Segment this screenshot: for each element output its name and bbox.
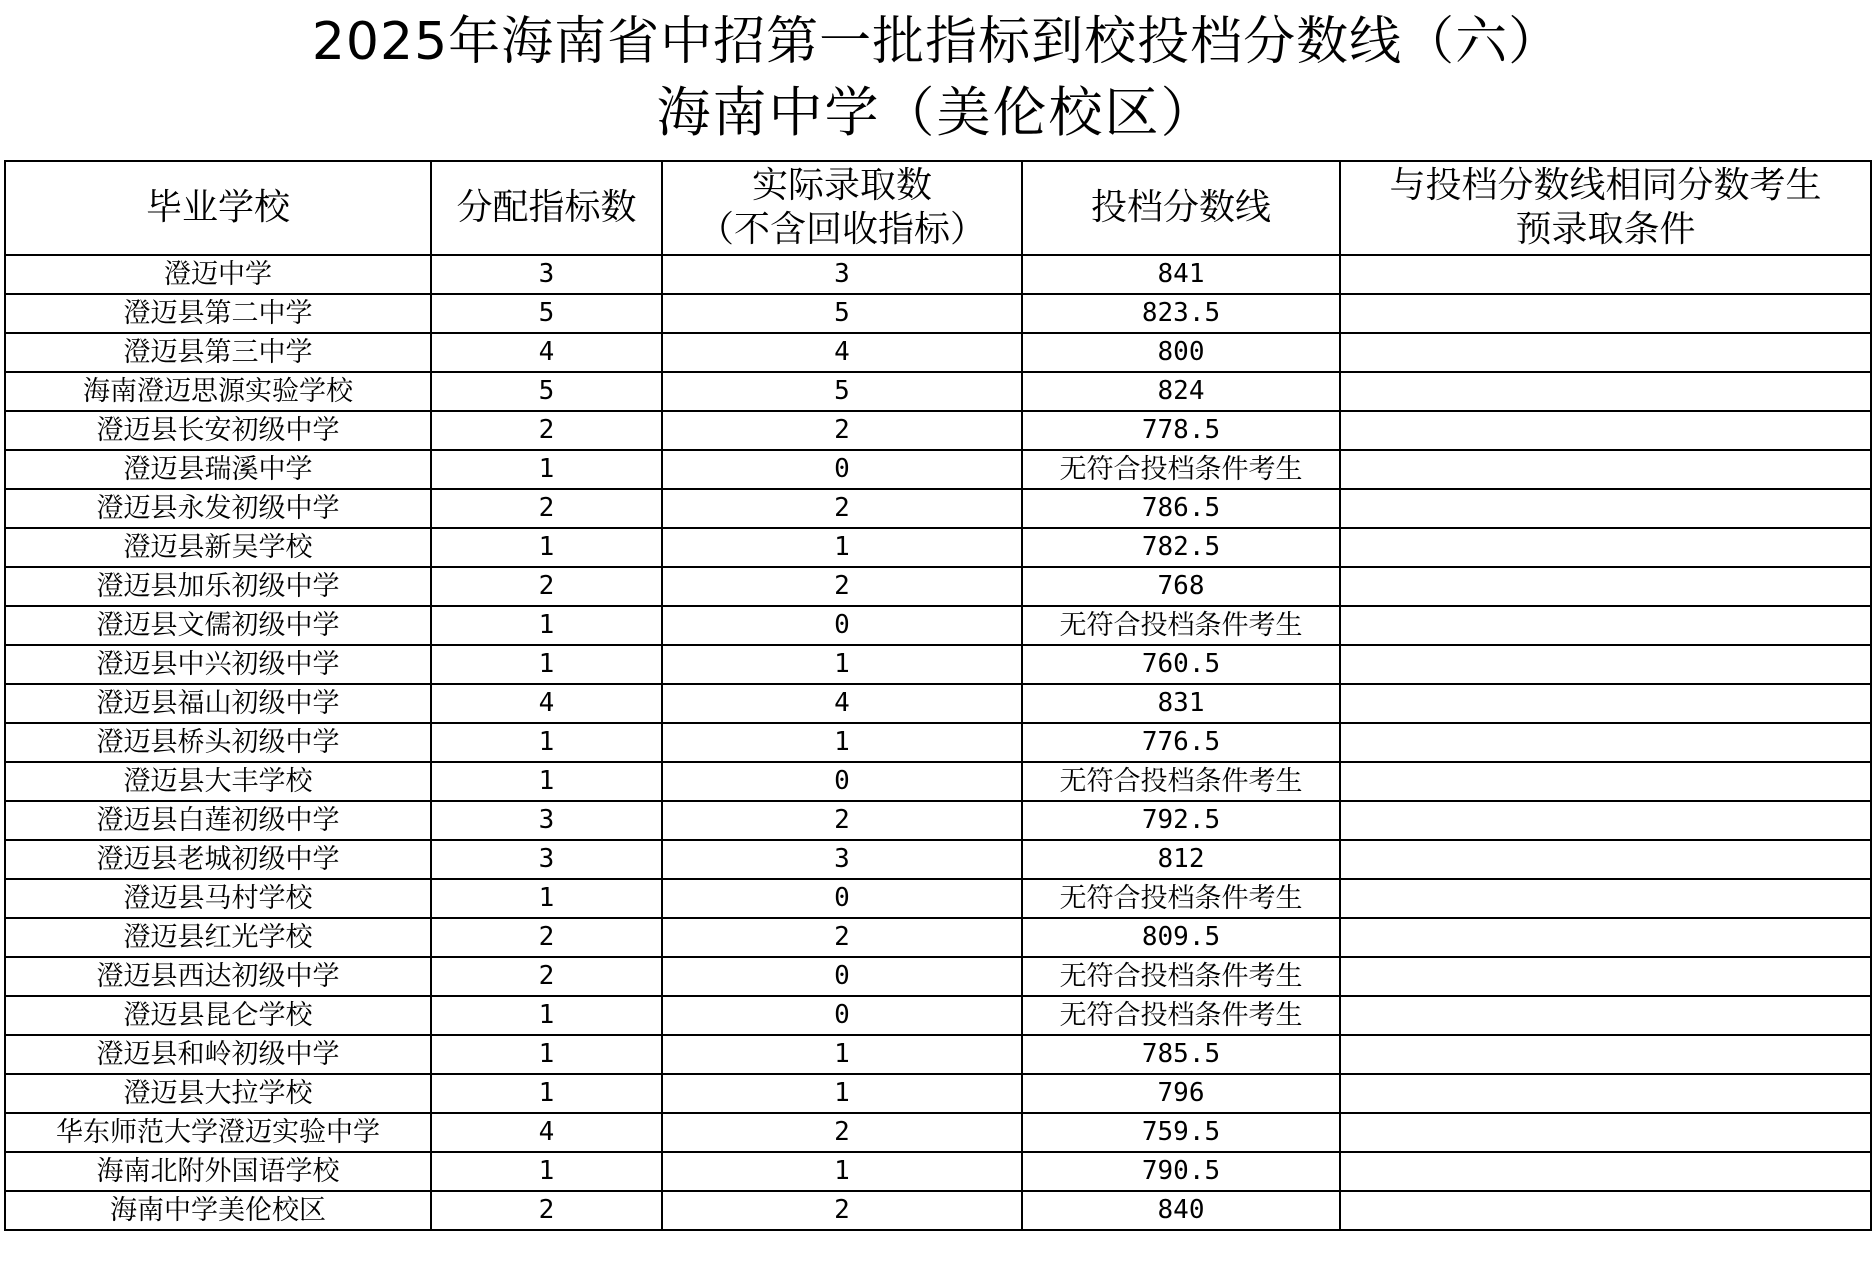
cell-admitted: 5 [662, 294, 1022, 333]
cell-condition [1340, 450, 1871, 489]
cell-condition [1340, 1074, 1871, 1113]
table-row [5, 606, 1871, 645]
cell-cutoff: 812 [1022, 840, 1340, 879]
cell-school: 澄迈县红光学校 [5, 918, 431, 957]
table-row [5, 918, 1871, 957]
header-condition [1340, 161, 1871, 255]
cell-school: 海南中学美伦校区 [5, 1191, 431, 1230]
cell-school: 澄迈县加乐初级中学 [5, 567, 431, 606]
cell-quota: 2 [431, 957, 662, 996]
table-row [5, 840, 1871, 879]
cell-quota: 1 [431, 996, 662, 1035]
title-block [0, 0, 1873, 160]
cell-condition [1340, 918, 1871, 957]
cell-cutoff: 无符合投档条件考生 [1022, 606, 1340, 645]
cell-quota: 2 [431, 489, 662, 528]
cell-condition [1340, 801, 1871, 840]
cell-school: 华东师范大学澄迈实验中学 [5, 1113, 431, 1152]
cell-admitted: 2 [662, 489, 1022, 528]
table-row [5, 684, 1871, 723]
header-school [5, 161, 431, 255]
cell-admitted: 1 [662, 1074, 1022, 1113]
cell-condition [1340, 1191, 1871, 1230]
cell-cutoff: 831 [1022, 684, 1340, 723]
cell-cutoff: 无符合投档条件考生 [1022, 762, 1340, 801]
cell-cutoff: 841 [1022, 255, 1340, 294]
table-body [5, 255, 1871, 1230]
cell-quota: 5 [431, 294, 662, 333]
cell-condition [1340, 723, 1871, 762]
header-cutoff-label: 投档分数线 [1090, 187, 1271, 228]
cell-condition [1340, 684, 1871, 723]
cell-condition [1340, 255, 1871, 294]
cell-admitted: 3 [662, 255, 1022, 294]
cell-quota: 2 [431, 1191, 662, 1230]
cell-cutoff: 759.5 [1022, 1113, 1340, 1152]
cell-cutoff: 778.5 [1022, 411, 1340, 450]
cell-school: 澄迈县昆仑学校 [5, 996, 431, 1035]
cell-school: 澄迈县大丰学校 [5, 762, 431, 801]
table-row [5, 801, 1871, 840]
cell-condition [1340, 957, 1871, 996]
cell-school: 澄迈县瑞溪中学 [5, 450, 431, 489]
cell-condition [1340, 762, 1871, 801]
table-row [5, 450, 1871, 489]
cell-quota: 4 [431, 684, 662, 723]
cell-cutoff: 796 [1022, 1074, 1340, 1113]
cell-admitted: 1 [662, 645, 1022, 684]
cell-cutoff: 无符合投档条件考生 [1022, 957, 1340, 996]
cell-cutoff: 840 [1022, 1191, 1340, 1230]
cell-admitted: 1 [662, 723, 1022, 762]
cell-condition [1340, 411, 1871, 450]
cell-school: 澄迈县桥头初级中学 [5, 723, 431, 762]
cell-cutoff: 无符合投档条件考生 [1022, 996, 1340, 1035]
cell-quota: 1 [431, 450, 662, 489]
table-row [5, 1191, 1871, 1230]
page-subtitle: 海南中学（美伦校区） [656, 81, 1217, 144]
cell-quota: 2 [431, 918, 662, 957]
cell-condition [1340, 567, 1871, 606]
header-admitted [662, 161, 1022, 255]
cell-admitted: 0 [662, 762, 1022, 801]
table-row [5, 489, 1871, 528]
table-row [5, 372, 1871, 411]
header-condition-label: 与投档分数线相同分数考生 [1389, 165, 1822, 206]
cell-cutoff: 823.5 [1022, 294, 1340, 333]
cell-cutoff: 800 [1022, 333, 1340, 372]
admission-cutoff-table [4, 160, 1872, 1231]
cell-admitted: 2 [662, 411, 1022, 450]
cell-condition [1340, 996, 1871, 1035]
cell-condition [1340, 528, 1871, 567]
cell-condition [1340, 333, 1871, 372]
header-quota [431, 161, 662, 255]
cell-cutoff: 792.5 [1022, 801, 1340, 840]
cell-admitted: 4 [662, 684, 1022, 723]
cell-quota: 5 [431, 372, 662, 411]
cell-quota: 3 [431, 255, 662, 294]
cell-quota: 1 [431, 1152, 662, 1191]
cell-quota: 1 [431, 645, 662, 684]
cell-condition [1340, 294, 1871, 333]
table-row [5, 879, 1871, 918]
cell-school: 澄迈县和岭初级中学 [5, 1035, 431, 1074]
table-row [5, 723, 1871, 762]
header-school-label: 毕业学校 [145, 187, 290, 228]
cell-school: 澄迈县福山初级中学 [5, 684, 431, 723]
header-condition-note: 预录取条件 [1515, 209, 1696, 250]
cell-admitted: 5 [662, 372, 1022, 411]
table-row [5, 996, 1871, 1035]
cell-school: 澄迈县老城初级中学 [5, 840, 431, 879]
header-cutoff [1022, 161, 1340, 255]
cell-condition [1340, 1035, 1871, 1074]
table-row [5, 957, 1871, 996]
cell-school: 澄迈县长安初级中学 [5, 411, 431, 450]
cell-admitted: 2 [662, 918, 1022, 957]
cell-quota: 1 [431, 879, 662, 918]
cell-cutoff: 809.5 [1022, 918, 1340, 957]
cell-cutoff: 760.5 [1022, 645, 1340, 684]
cell-quota: 2 [431, 567, 662, 606]
table-row [5, 645, 1871, 684]
cell-quota: 1 [431, 606, 662, 645]
cell-admitted: 4 [662, 333, 1022, 372]
cell-quota: 3 [431, 840, 662, 879]
cell-school: 澄迈县新吴学校 [5, 528, 431, 567]
cell-admitted: 0 [662, 996, 1022, 1035]
cell-admitted: 0 [662, 957, 1022, 996]
cell-condition [1340, 606, 1871, 645]
cell-condition [1340, 489, 1871, 528]
cell-school: 澄迈县中兴初级中学 [5, 645, 431, 684]
table-header-row [5, 161, 1871, 255]
cell-condition [1340, 372, 1871, 411]
cell-quota: 1 [431, 762, 662, 801]
cell-school: 澄迈中学 [5, 255, 431, 294]
table-row [5, 528, 1871, 567]
cell-school: 海南北附外国语学校 [5, 1152, 431, 1191]
table-row [5, 255, 1871, 294]
cell-school: 澄迈县大拉学校 [5, 1074, 431, 1113]
table-row [5, 1152, 1871, 1191]
table-row [5, 567, 1871, 606]
cell-cutoff: 824 [1022, 372, 1340, 411]
cell-admitted: 1 [662, 1035, 1022, 1074]
cell-school: 澄迈县马村学校 [5, 879, 431, 918]
cell-cutoff: 782.5 [1022, 528, 1340, 567]
table-row [5, 333, 1871, 372]
cell-quota: 2 [431, 411, 662, 450]
table-row [5, 1113, 1871, 1152]
cell-cutoff: 786.5 [1022, 489, 1340, 528]
cell-admitted: 0 [662, 606, 1022, 645]
cell-admitted: 2 [662, 567, 1022, 606]
table-row [5, 411, 1871, 450]
cell-quota: 1 [431, 1074, 662, 1113]
header-admitted-note: （不含回收指标） [697, 209, 986, 250]
cell-school: 澄迈县第二中学 [5, 294, 431, 333]
table-row [5, 1074, 1871, 1113]
cell-school: 澄迈县西达初级中学 [5, 957, 431, 996]
cell-cutoff: 768 [1022, 567, 1340, 606]
table-row [5, 762, 1871, 801]
cell-admitted: 3 [662, 840, 1022, 879]
cell-school: 海南澄迈思源实验学校 [5, 372, 431, 411]
cell-quota: 1 [431, 528, 662, 567]
cell-condition [1340, 879, 1871, 918]
cell-quota: 3 [431, 801, 662, 840]
cell-school: 澄迈县第三中学 [5, 333, 431, 372]
cell-admitted: 2 [662, 801, 1022, 840]
cell-condition [1340, 645, 1871, 684]
cell-condition [1340, 1152, 1871, 1191]
cell-admitted: 1 [662, 1152, 1022, 1191]
cell-cutoff: 无符合投档条件考生 [1022, 450, 1340, 489]
cell-quota: 4 [431, 1113, 662, 1152]
cell-quota: 4 [431, 333, 662, 372]
cell-cutoff: 785.5 [1022, 1035, 1340, 1074]
cell-condition [1340, 1113, 1871, 1152]
cell-condition [1340, 840, 1871, 879]
cell-admitted: 0 [662, 879, 1022, 918]
page-title: 2025年海南省中招第一批指标到校投档分数线（六） [311, 12, 1562, 72]
cell-school: 澄迈县永发初级中学 [5, 489, 431, 528]
cell-admitted: 2 [662, 1191, 1022, 1230]
table-row [5, 1035, 1871, 1074]
cell-admitted: 2 [662, 1113, 1022, 1152]
cell-admitted: 0 [662, 450, 1022, 489]
cell-cutoff: 无符合投档条件考生 [1022, 879, 1340, 918]
cell-quota: 1 [431, 1035, 662, 1074]
header-admitted-label: 实际录取数 [751, 165, 932, 206]
cell-school: 澄迈县白莲初级中学 [5, 801, 431, 840]
cell-quota: 1 [431, 723, 662, 762]
cell-admitted: 1 [662, 528, 1022, 567]
cell-cutoff: 790.5 [1022, 1152, 1340, 1191]
cell-cutoff: 776.5 [1022, 723, 1340, 762]
table-row [5, 294, 1871, 333]
cell-school: 澄迈县文儒初级中学 [5, 606, 431, 645]
header-quota-label: 分配指标数 [456, 187, 637, 228]
